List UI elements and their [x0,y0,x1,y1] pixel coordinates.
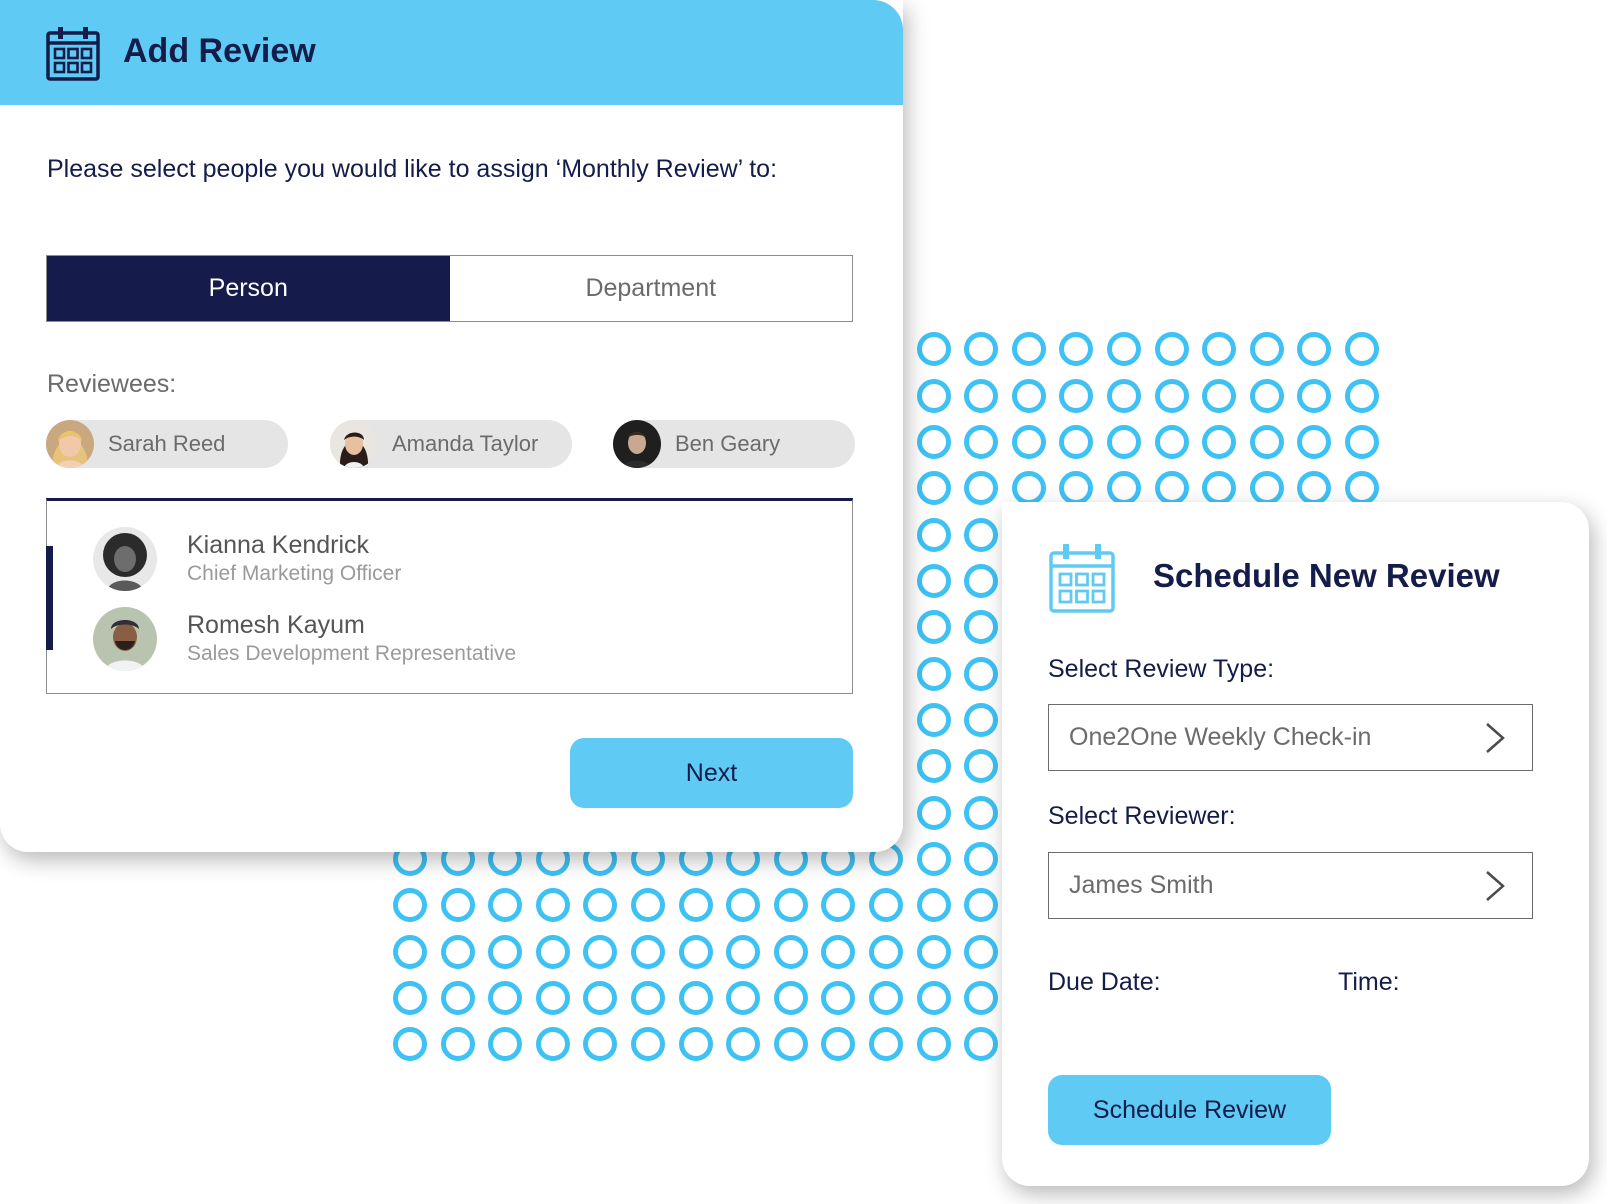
decorative-ring [777,938,806,967]
decorative-ring [396,984,425,1013]
decorative-ring [1062,382,1091,411]
decorative-ring [444,984,473,1013]
people-list [46,498,853,694]
decorative-ring [872,938,901,967]
avatar [93,527,157,591]
decorative-ring [967,660,996,689]
decorative-ring [872,984,901,1013]
person-name: Romesh Kayum [187,611,365,639]
decorative-ring [682,938,711,967]
decorative-ring [920,1030,949,1059]
decorative-ring [1110,335,1139,364]
decorative-ring [967,613,996,642]
assign-type-toggle [46,255,853,322]
decorative-ring [1348,428,1377,457]
tab-person[interactable]: Person [47,256,450,321]
calendar-icon [46,25,100,81]
decorative-ring [777,984,806,1013]
decorative-ring [920,706,949,735]
decorative-ring [967,521,996,550]
decorative-ring [967,428,996,457]
calendar-icon [1048,542,1116,614]
decorative-ring [444,891,473,920]
decorative-ring [920,938,949,967]
reviewees-label: Reviewees: [47,370,177,398]
decorative-ring [967,1030,996,1059]
decorative-ring [1062,474,1091,503]
decorative-ring [1205,474,1234,503]
reviewee-chip-sarah-reed[interactable] [46,420,288,468]
decorative-ring [967,845,996,874]
decorative-ring [1015,428,1044,457]
decorative-ring [920,428,949,457]
decorative-ring [967,474,996,503]
decorative-ring [824,891,853,920]
decorative-ring [920,752,949,781]
decorative-ring [1158,335,1187,364]
person-name: Kianna Kendrick [187,531,370,559]
decorative-ring [1348,474,1377,503]
decorative-ring [1062,428,1091,457]
add-review-header [0,0,903,105]
decorative-ring [920,474,949,503]
decorative-ring [967,938,996,967]
avatar [613,420,661,468]
reviewer-value: James Smith [1069,871,1214,899]
decorative-ring [920,613,949,642]
schedule-review-card [1002,502,1589,1186]
decorative-ring [1253,428,1282,457]
decorative-ring [1110,474,1139,503]
decorative-ring [967,799,996,828]
next-button[interactable]: Next [570,738,853,808]
reviewee-name: Sarah Reed [108,431,226,456]
schedule-review-button[interactable]: Schedule Review [1048,1075,1331,1145]
reviewee-chip-amanda-taylor[interactable] [330,420,572,468]
avatar [46,420,94,468]
decorative-ring [1110,428,1139,457]
decorative-ring [1015,474,1044,503]
decorative-ring [920,984,949,1013]
decorative-ring [1205,382,1234,411]
review-type-label: Select Review Type: [1048,655,1275,683]
selection-indicator [46,546,53,650]
add-review-card [0,0,903,852]
decorative-ring [682,891,711,920]
decorative-ring [777,891,806,920]
decorative-ring [967,335,996,364]
decorative-ring [444,1030,473,1059]
decorative-ring [1158,382,1187,411]
decorative-ring [1205,428,1234,457]
add-review-title: Add Review [123,32,316,70]
decorative-ring [824,1030,853,1059]
decorative-ring [1015,335,1044,364]
assign-prompt: Please select people you would like to assign ‘Monthly Review’ to: [47,155,778,183]
list-item[interactable] [93,527,401,591]
decorative-ring [1110,382,1139,411]
schedule-review-title: Schedule New Review [1153,557,1500,594]
due-date-label: Due Date: [1048,968,1161,996]
decorative-ring [1300,335,1329,364]
decorative-ring [1300,474,1329,503]
decorative-ring [491,938,520,967]
avatar [93,607,157,671]
decorative-ring [444,938,473,967]
decorative-ring [777,1030,806,1059]
decorative-ring [1158,428,1187,457]
decorative-ring [920,521,949,550]
decorative-ring [586,984,615,1013]
decorative-ring [920,567,949,596]
decorative-ring [967,984,996,1013]
decorative-ring [920,845,949,874]
list-item[interactable] [93,607,516,671]
review-type-select[interactable] [1048,704,1533,771]
decorative-ring [920,799,949,828]
decorative-ring [967,567,996,596]
person-role: Sales Development Representative [187,642,517,665]
decorative-ring [682,1030,711,1059]
decorative-ring [729,938,758,967]
reviewee-name: Ben Geary [675,431,781,456]
decorative-ring [967,752,996,781]
decorative-ring [1253,382,1282,411]
decorative-ring [586,891,615,920]
chevron-right-icon [1484,721,1506,755]
decorative-ring [634,891,663,920]
decorative-ring [586,1030,615,1059]
person-role: Chief Marketing Officer [187,562,402,585]
decorative-ring [1062,335,1091,364]
tab-department[interactable]: Department [450,256,853,321]
decorative-ring [539,891,568,920]
decorative-ring [634,984,663,1013]
decorative-ring [920,335,949,364]
reviewer-label: Select Reviewer: [1048,802,1236,830]
decorative-ring [824,938,853,967]
decorative-ring [967,382,996,411]
decorative-ring [1348,382,1377,411]
decorative-ring [1205,335,1234,364]
avatar [330,420,378,468]
decorative-ring [491,891,520,920]
decorative-ring [920,660,949,689]
decorative-ring [1158,474,1187,503]
decorative-ring [824,984,853,1013]
decorative-ring [539,938,568,967]
decorative-ring [1300,382,1329,411]
decorative-ring [491,1030,520,1059]
decorative-ring [539,1030,568,1059]
decorative-ring [1015,382,1044,411]
decorative-ring [682,984,711,1013]
decorative-ring [967,891,996,920]
decorative-ring [920,382,949,411]
review-type-value: One2One Weekly Check-in [1069,723,1372,751]
reviewer-select[interactable] [1048,852,1533,919]
decorative-ring [634,1030,663,1059]
decorative-ring [634,938,663,967]
decorative-ring [872,1030,901,1059]
time-label: Time: [1338,968,1400,996]
reviewee-chip-ben-geary[interactable] [613,420,855,468]
decorative-ring [396,891,425,920]
decorative-ring [1300,428,1329,457]
decorative-ring [729,1030,758,1059]
decorative-ring [729,984,758,1013]
decorative-ring [729,891,758,920]
decorative-ring [396,938,425,967]
decorative-ring [967,706,996,735]
decorative-ring [396,1030,425,1059]
decorative-ring [1253,474,1282,503]
decorative-ring [1253,335,1282,364]
chevron-right-icon [1484,869,1506,903]
decorative-ring [872,891,901,920]
decorative-ring [920,891,949,920]
decorative-ring [1348,335,1377,364]
reviewee-name: Amanda Taylor [392,431,539,456]
decorative-ring [586,938,615,967]
decorative-ring [539,984,568,1013]
decorative-ring [491,984,520,1013]
